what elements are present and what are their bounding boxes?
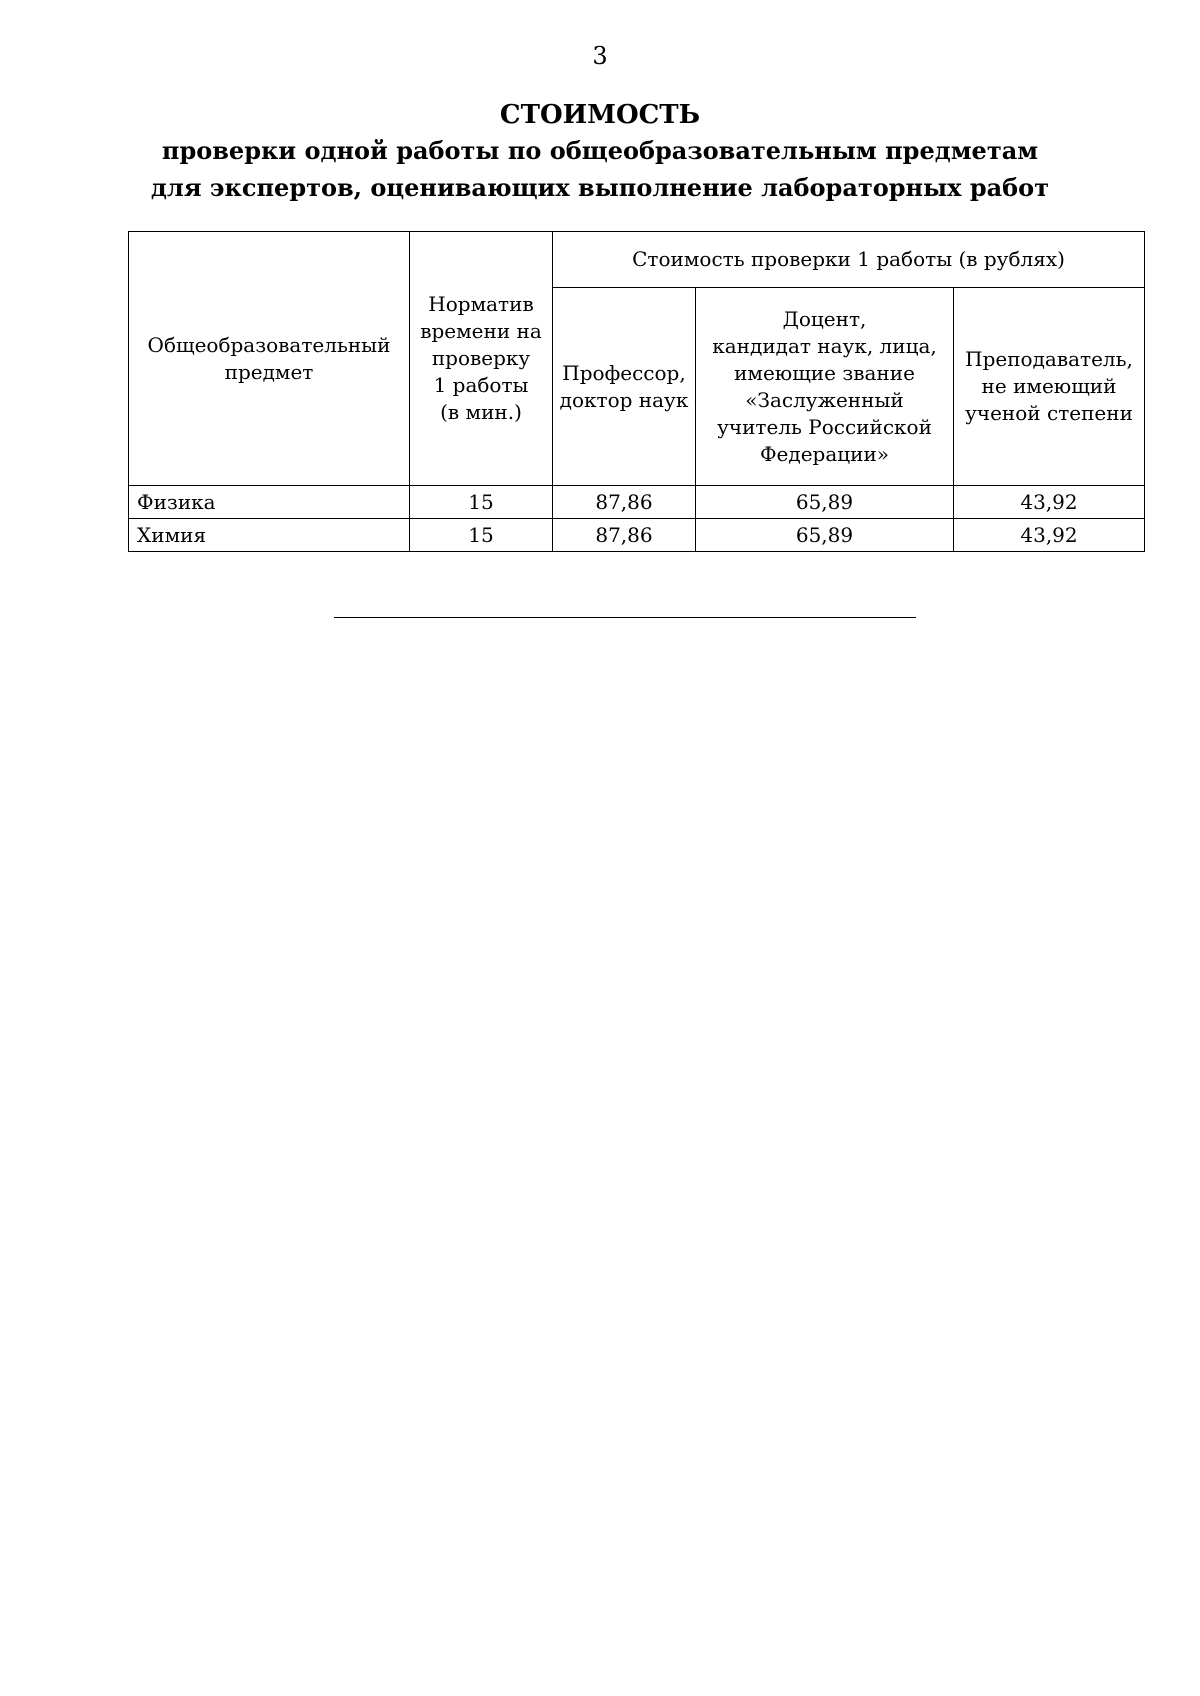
cell-professor: 87,86 <box>553 519 696 552</box>
cost-table <box>128 231 1145 552</box>
header-docent: Доцент, кандидат наук, лица, имеющие звание «Заслуженный учитель Российской Федерации» <box>696 288 954 486</box>
header-cost-group: Стоимость проверки 1 работы (в рублях) <box>553 232 1145 288</box>
title-line-1: проверки одной работы по общеобразовательным предметам <box>161 136 1039 165</box>
header-subject: Общеобразовательный предмет <box>129 232 410 486</box>
table-row <box>129 486 1145 519</box>
cell-teacher: 43,92 <box>954 519 1145 552</box>
table-row <box>129 519 1145 552</box>
end-divider <box>334 617 916 618</box>
table-header-row <box>129 232 1145 288</box>
cell-norm: 15 <box>410 519 553 552</box>
cell-subject: Физика <box>129 486 410 519</box>
cell-norm: 15 <box>410 486 553 519</box>
header-professor: Профессор, доктор наук <box>553 288 696 486</box>
cell-subject: Химия <box>129 519 410 552</box>
cell-docent: 65,89 <box>696 486 954 519</box>
title-line-2: для экспертов, оценивающих выполнение лабораторных работ <box>150 173 1050 202</box>
title-main: СТОИМОСТЬ <box>499 100 701 130</box>
page-number: 3 <box>592 42 608 70</box>
cell-professor: 87,86 <box>553 486 696 519</box>
cell-teacher: 43,92 <box>954 486 1145 519</box>
cell-docent: 65,89 <box>696 519 954 552</box>
header-norm: Норматив времени на проверку 1 работы (в мин.) <box>410 232 553 486</box>
header-teacher: Преподаватель, не имеющий ученой степени <box>954 288 1145 486</box>
document-title <box>0 98 1200 206</box>
